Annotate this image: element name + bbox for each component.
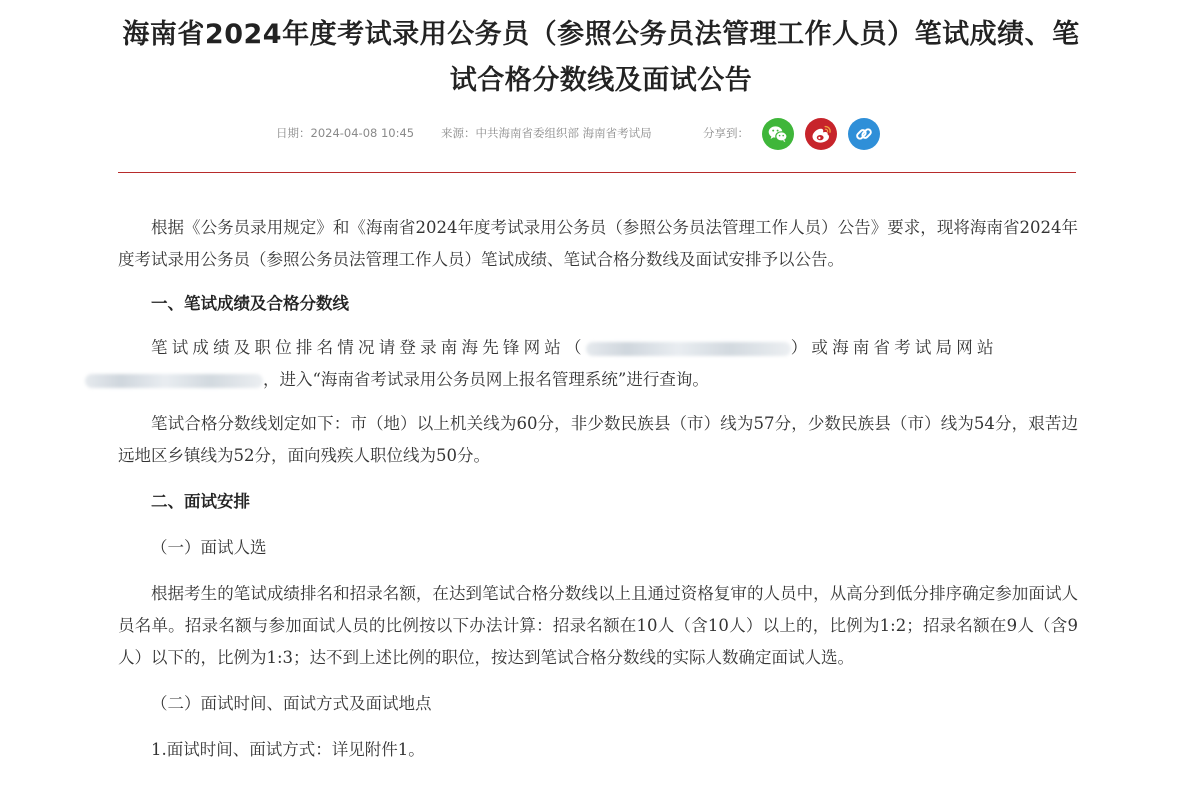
article-title: 海南省2024年度考试录用公务员（参照公务员法管理工作人员）笔试成绩、笔试合格分数线及面试公告 — [122, 19, 1080, 96]
redacted-link-nanhai[interactable] — [586, 342, 791, 356]
score-query-text-or: ）或海南省考试局网站 — [790, 338, 998, 357]
weibo-share-button[interactable] — [805, 118, 837, 150]
wechat-icon — [762, 118, 794, 150]
article-source: 来源：中共海南省委组织部 海南省考试局 — [441, 126, 652, 140]
intro-paragraph: 根据《公务员录用规定》和《海南省2024年度考试录用公务员（参照公务员法管理工作人员）公告》要求，现将海南省2024年度考试录用公务员（参照公务员法管理工作人员）笔试成绩、笔试合格分数线及面试安排予以公告。 — [118, 218, 1078, 269]
section-heading-scores: 一、笔试成绩及合格分数线 — [151, 294, 349, 313]
passing-score-paragraph: 笔试合格分数线划定如下：市（地）以上机关线为60分，非少数民族县（市）线为57分，少数民族县（市）线为54分，艰苦边远地区乡镇线为52分，面向残疾人职位线为50分。 — [118, 414, 1078, 465]
share-label: 分享到： — [703, 126, 749, 140]
weibo-icon — [805, 118, 837, 150]
subheading-interview-time: （二）面试时间、面试方式及面试地点 — [151, 694, 432, 713]
link-icon — [848, 118, 880, 150]
score-query-text-end: ，进入“海南省考试录用公务员网上报名管理系统”进行查询。 — [263, 370, 709, 389]
wechat-share-button[interactable] — [762, 118, 794, 150]
redacted-link-exam-bureau[interactable] — [85, 374, 263, 388]
article-meta — [0, 118, 1202, 148]
article-body — [118, 212, 1078, 766]
title-divider — [118, 172, 1076, 173]
interview-time-paragraph: 1.面试时间、面试方式：详见附件1。 — [151, 740, 425, 759]
section-heading-interview: 二、面试安排 — [151, 492, 250, 511]
copy-link-button[interactable] — [848, 118, 880, 150]
score-query-text: 笔试成绩及职位排名情况请登录南海先锋网站（ — [151, 338, 586, 357]
candidate-ratio-paragraph: 根据考生的笔试成绩排名和招录名额，在达到笔试合格分数线以上且通过资格复审的人员中，从高分到低分排序确定参加面试人员名单。招录名额与参加面试人员的比例按以下办法计算：招录名额在10人（含10人）以上的，比例为1:2；招录名额在9人（含9人）以下的，比例为1:3；达不到上述比例的职位，按达到笔试合格分数线的实际人数确定面试人选。 — [118, 584, 1078, 667]
publish-date: 日期：2024-04-08 10:45 — [276, 126, 415, 140]
score-query-paragraph — [118, 332, 1078, 396]
subheading-candidates: （一）面试人选 — [151, 538, 267, 557]
